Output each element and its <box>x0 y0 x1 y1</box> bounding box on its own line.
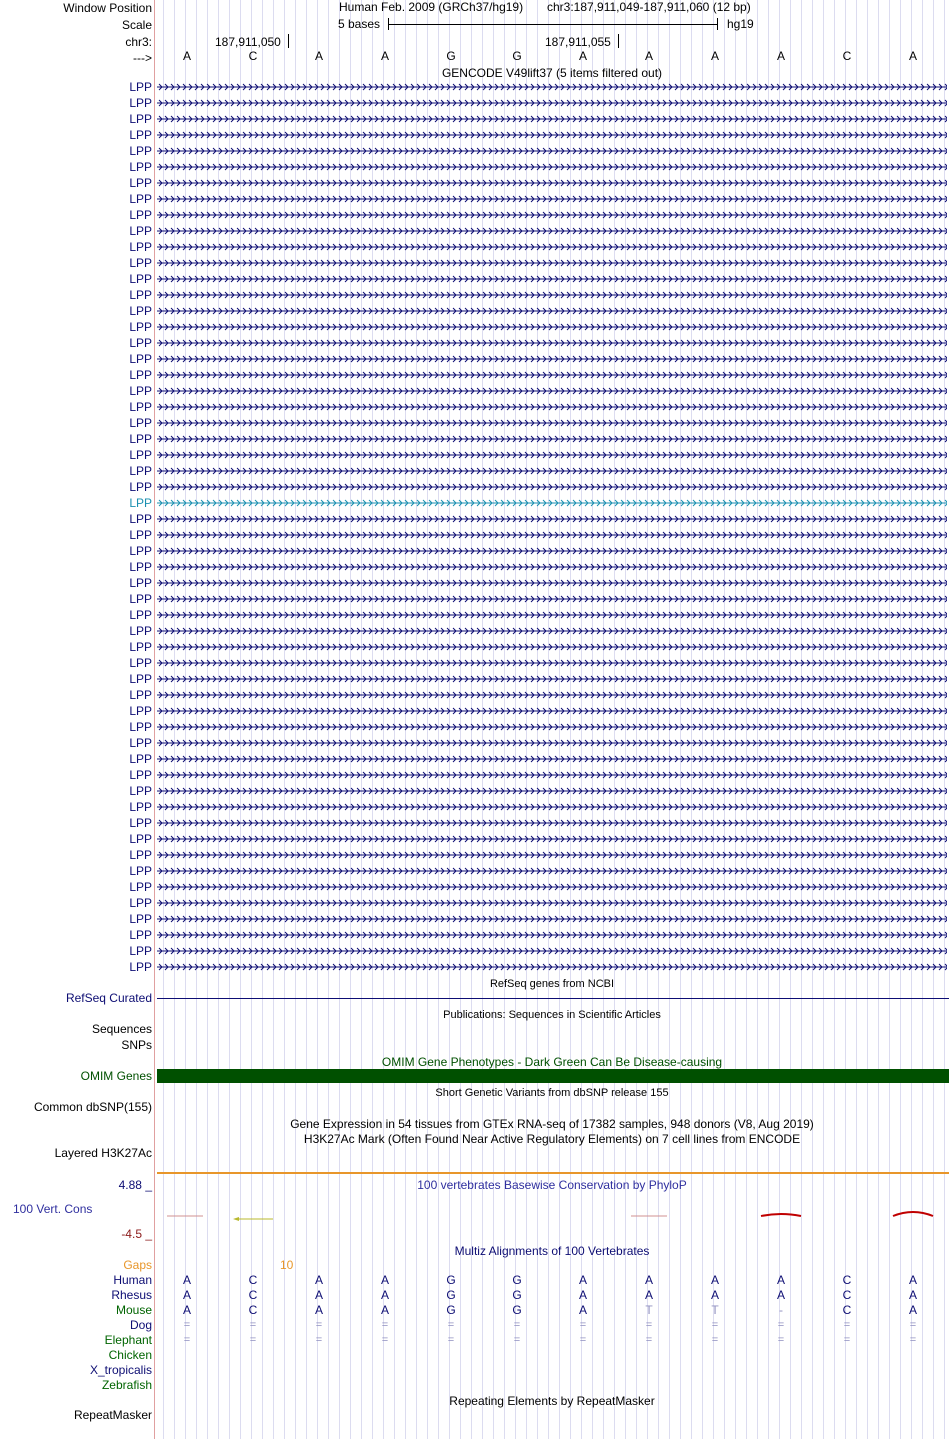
repeatmasker-label[interactable]: RepeatMasker <box>73 1408 152 1422</box>
gencode-transcript[interactable] <box>157 545 947 557</box>
gencode-gene-label[interactable]: LPP <box>129 832 152 846</box>
gencode-transcript[interactable] <box>157 865 947 877</box>
species-label[interactable]: Dog <box>129 1318 152 1332</box>
phylop-title[interactable]: 100 vertebrates Basewise Conservation by PhyloP <box>417 1178 687 1192</box>
gencode-gene-label[interactable]: LPP <box>129 912 152 926</box>
gencode-transcript[interactable] <box>157 321 947 333</box>
alignment-base: = <box>579 1334 587 1346</box>
gencode-gene-label[interactable]: LPP <box>129 448 152 462</box>
alignment-base: G <box>512 1288 522 1302</box>
alignment-base: G <box>512 1273 522 1287</box>
strand-label[interactable]: ---> <box>133 51 152 65</box>
repeatmasker-title[interactable]: Repeating Elements by RepeatMasker <box>449 1394 655 1408</box>
alignment-base: = <box>447 1319 455 1331</box>
coord-label-2: 187,911,055 <box>545 35 611 49</box>
gencode-transcript[interactable] <box>157 273 947 285</box>
species-label[interactable]: Elephant <box>104 1333 152 1347</box>
gencode-gene-label[interactable]: LPP <box>129 496 152 510</box>
alignment-base: C <box>842 1303 852 1317</box>
gencode-gene-label[interactable]: LPP <box>129 192 152 206</box>
gencode-gene-label[interactable]: LPP <box>129 560 152 574</box>
alignment-base: A <box>578 1288 587 1302</box>
gencode-transcript[interactable] <box>157 577 947 589</box>
alignment-base: = <box>579 1319 587 1331</box>
alignment-base: A <box>644 1288 653 1302</box>
gencode-gene-label[interactable]: LPP <box>129 672 152 686</box>
alignment-base: = <box>249 1319 257 1331</box>
alignment-base: = <box>711 1334 719 1346</box>
gencode-gene-label[interactable]: LPP <box>129 432 152 446</box>
alignment-base: G <box>512 1303 522 1317</box>
alignment-base: A <box>644 1273 653 1287</box>
base-letter: A <box>644 49 653 63</box>
publications-title[interactable]: Publications: Sequences in Scientific Articles <box>443 1009 661 1021</box>
gencode-transcript[interactable] <box>157 161 947 173</box>
species-label[interactable]: X_tropicalis <box>89 1363 152 1377</box>
refseq-title[interactable]: RefSeq genes from NCBI <box>489 978 615 990</box>
gencode-gene-label[interactable]: LPP <box>129 544 152 558</box>
gencode-gene-label[interactable]: LPP <box>129 768 152 782</box>
alignment-base: A <box>776 1273 785 1287</box>
window-position-label: Window Position <box>63 1 152 15</box>
base-letter: A <box>380 49 389 63</box>
gencode-title[interactable]: GENCODE V49lift37 (5 items filtered out) <box>441 66 663 80</box>
position-text[interactable]: chr3:187,911,049-187,911,060 (12 bp) <box>547 0 751 14</box>
gencode-gene-label[interactable]: LPP <box>129 528 152 542</box>
gencode-transcript[interactable] <box>157 417 947 429</box>
alignment-base: A <box>710 1273 719 1287</box>
gencode-transcript[interactable] <box>157 225 947 237</box>
base-letter: A <box>710 49 719 63</box>
gencode-gene-label[interactable]: LPP <box>129 816 152 830</box>
alignment-base: A <box>182 1303 191 1317</box>
gencode-transcript[interactable] <box>157 177 947 189</box>
gencode-transcript[interactable] <box>157 465 947 477</box>
alignment-base: = <box>315 1319 323 1331</box>
alignment-base: = <box>315 1334 323 1346</box>
omim-gene-bar[interactable] <box>157 1069 949 1083</box>
gencode-transcript[interactable] <box>157 241 947 253</box>
alignment-base: A <box>182 1288 191 1302</box>
alignment-base: A <box>578 1303 587 1317</box>
gencode-gene-label[interactable]: LPP <box>129 608 152 622</box>
phylop-min: -4.5 _ <box>121 1227 152 1241</box>
gencode-gene-label[interactable]: LPP <box>129 144 152 158</box>
alignment-base: A <box>908 1273 917 1287</box>
base-letter: A <box>182 49 191 63</box>
h3k27ac-title[interactable]: H3K27Ac Mark (Often Found Near Active Regulatory Elements) on 7 cell lines from ENCODE <box>303 1132 801 1146</box>
gencode-gene-label[interactable]: LPP <box>129 112 152 126</box>
alignment-base: C <box>842 1273 852 1287</box>
phylop-signal[interactable] <box>155 1205 950 1225</box>
alignment-base: = <box>645 1334 653 1346</box>
gencode-gene-label[interactable]: LPP <box>129 480 152 494</box>
gencode-gene-label[interactable]: LPP <box>129 928 152 942</box>
gencode-gene-label[interactable]: LPP <box>129 336 152 350</box>
gencode-gene-label[interactable]: LPP <box>129 944 152 958</box>
alignment-base: A <box>578 1273 587 1287</box>
alignment-base: = <box>381 1319 389 1331</box>
gencode-transcript[interactable] <box>157 881 947 893</box>
scale-bases: 5 bases <box>338 17 381 31</box>
alignment-base: = <box>381 1334 389 1346</box>
gencode-gene-label[interactable]: LPP <box>129 656 152 670</box>
alignment-base: A <box>182 1273 191 1287</box>
alignment-base: G <box>446 1303 456 1317</box>
gencode-gene-label[interactable]: LPP <box>129 512 152 526</box>
alignment-base: A <box>908 1288 917 1302</box>
gencode-gene-label[interactable]: LPP <box>129 272 152 286</box>
gencode-gene-label[interactable]: LPP <box>129 752 152 766</box>
dbsnp-label[interactable]: Common dbSNP(155) <box>33 1100 152 1114</box>
chrom-label: chr3: <box>125 35 152 49</box>
alignment-base: = <box>447 1334 455 1346</box>
base-letter: C <box>248 49 258 63</box>
species-label[interactable]: Chicken <box>108 1348 152 1362</box>
alignment-base: = <box>843 1334 851 1346</box>
gencode-transcript[interactable] <box>157 337 947 349</box>
base-letter: C <box>842 49 852 63</box>
gencode-gene-label[interactable]: LPP <box>129 128 152 142</box>
gencode-transcript[interactable] <box>157 561 947 573</box>
gencode-transcript[interactable] <box>157 801 947 813</box>
gencode-gene-label[interactable]: LPP <box>129 640 152 654</box>
alignment-base: A <box>314 1303 323 1317</box>
gencode-transcript[interactable] <box>157 945 947 957</box>
scale-label: Scale <box>121 18 152 32</box>
alignment-base: = <box>183 1319 191 1331</box>
species-label[interactable]: Rhesus <box>111 1288 152 1302</box>
gencode-gene-label[interactable]: LPP <box>129 784 152 798</box>
gencode-transcript[interactable] <box>157 753 947 765</box>
alignment-base: A <box>776 1288 785 1302</box>
gencode-transcript[interactable] <box>157 961 947 973</box>
phylop-label[interactable]: 100 Vert. Cons <box>13 1202 93 1216</box>
alignment-base: = <box>645 1319 653 1331</box>
db-label: hg19 <box>727 17 754 31</box>
alignment-base: A <box>380 1288 389 1302</box>
assembly-text[interactable]: Human Feb. 2009 (GRCh37/hg19) <box>339 0 524 14</box>
gencode-transcript[interactable] <box>157 401 947 413</box>
gencode-gene-label[interactable]: LPP <box>129 576 152 590</box>
gencode-transcript[interactable] <box>157 97 947 109</box>
gencode-transcript[interactable] <box>157 785 947 797</box>
base-letter: A <box>314 49 323 63</box>
gencode-transcript[interactable] <box>157 257 947 269</box>
omim-title[interactable]: OMIM Gene Phenotypes - Dark Green Can Be Disease-causing <box>381 1055 723 1069</box>
alignment-base: A <box>710 1288 719 1302</box>
alignment-base: T <box>645 1303 653 1317</box>
gencode-transcript[interactable] <box>157 289 947 301</box>
alignment-base: = <box>909 1319 917 1331</box>
alignment-base: G <box>446 1288 456 1302</box>
gencode-gene-label[interactable]: LPP <box>129 352 152 366</box>
dbsnp-title[interactable]: Short Genetic Variants from dbSNP release 155 <box>435 1087 669 1099</box>
gencode-transcript[interactable] <box>157 609 947 621</box>
species-label[interactable]: Zebrafish <box>101 1378 152 1392</box>
alignment-base: C <box>248 1273 258 1287</box>
gencode-gene-label[interactable]: LPP <box>129 368 152 382</box>
gencode-gene-label[interactable]: LPP <box>129 800 152 814</box>
gencode-gene-label[interactable]: LPP <box>129 720 152 734</box>
gencode-gene-label[interactable]: LPP <box>129 240 152 254</box>
gencode-transcript[interactable] <box>157 705 947 717</box>
alignment-base: = <box>513 1334 521 1346</box>
alignment-base: A <box>908 1303 917 1317</box>
gencode-transcript[interactable] <box>157 737 947 749</box>
gencode-transcript[interactable] <box>157 721 947 733</box>
base-letter: A <box>578 49 587 63</box>
alignment-base: A <box>314 1273 323 1287</box>
gencode-transcript[interactable] <box>157 913 947 925</box>
gencode-transcript[interactable] <box>157 641 947 653</box>
gencode-gene-label[interactable]: LPP <box>129 464 152 478</box>
gencode-gene-label[interactable]: LPP <box>129 224 152 238</box>
gencode-transcript[interactable] <box>157 353 947 365</box>
alignment-base: - <box>779 1303 783 1317</box>
gencode-transcript[interactable] <box>157 145 947 157</box>
gencode-gene-label[interactable]: LPP <box>129 304 152 318</box>
coord-tick-1 <box>288 34 289 48</box>
gencode-transcript[interactable] <box>157 513 947 525</box>
gaps-value: 10 <box>280 1258 294 1272</box>
gencode-gene-label[interactable]: LPP <box>129 96 152 110</box>
alignment-base: = <box>777 1319 785 1331</box>
refseq-label[interactable]: RefSeq Curated <box>65 991 152 1005</box>
gencode-transcript[interactable] <box>157 657 947 669</box>
gencode-gene-label[interactable]: LPP <box>129 208 152 222</box>
gencode-transcript[interactable] <box>157 897 947 909</box>
alignment-base: = <box>777 1334 785 1346</box>
alignment-base: A <box>380 1273 389 1287</box>
alignment-base: T <box>711 1303 719 1317</box>
alignment-base: C <box>248 1288 258 1302</box>
publications-label-snps[interactable]: SNPs <box>121 1038 152 1052</box>
gtex-title[interactable]: Gene Expression in 54 tissues from GTEx RNA-seq of 17382 samples, 948 donors (V8, Aug 2019) <box>290 1117 814 1131</box>
h3k27ac-signal[interactable] <box>157 1172 949 1174</box>
base-letter: A <box>776 49 785 63</box>
gencode-gene-label[interactable]: LPP <box>129 160 152 174</box>
scale-bar <box>388 17 718 31</box>
species-label[interactable]: Mouse <box>115 1303 152 1317</box>
gencode-gene-label[interactable]: LPP <box>129 960 152 974</box>
gencode-transcript[interactable] <box>157 625 947 637</box>
phylop-max: 4.88 _ <box>118 1178 152 1192</box>
coord-label-1: 187,911,050 <box>215 35 281 49</box>
gencode-gene-label[interactable]: LPP <box>129 592 152 606</box>
alignment-base: = <box>249 1334 257 1346</box>
gencode-transcript[interactable] <box>157 529 947 541</box>
gencode-gene-label[interactable]: LPP <box>129 704 152 718</box>
gencode-gene-label[interactable]: LPP <box>129 736 152 750</box>
gencode-gene-label[interactable]: LPP <box>129 864 152 878</box>
gencode-gene-label[interactable]: LPP <box>129 416 152 430</box>
h3k27ac-label[interactable]: Layered H3K27Ac <box>54 1146 152 1160</box>
gencode-transcript[interactable] <box>157 769 947 781</box>
gencode-transcript[interactable] <box>157 385 947 397</box>
publications-label-sequences[interactable]: Sequences <box>91 1022 152 1036</box>
alignment-base: = <box>909 1334 917 1346</box>
base-letter: G <box>512 49 522 63</box>
gencode-gene-label[interactable]: LPP <box>129 288 152 302</box>
alignment-base: G <box>446 1273 456 1287</box>
gencode-gene-label[interactable]: LPP <box>129 624 152 638</box>
alignment-base: = <box>513 1319 521 1331</box>
gencode-transcript[interactable] <box>157 81 947 93</box>
gencode-transcript[interactable] <box>157 129 947 141</box>
gencode-transcript[interactable] <box>157 369 947 381</box>
omim-label[interactable]: OMIM Genes <box>80 1069 152 1083</box>
gencode-gene-label[interactable]: LPP <box>129 256 152 270</box>
gencode-gene-label[interactable]: LPP <box>129 688 152 702</box>
gencode-transcript[interactable] <box>157 113 947 125</box>
gencode-gene-label[interactable]: LPP <box>129 384 152 398</box>
base-letter: G <box>446 49 456 63</box>
gencode-transcript[interactable] <box>157 481 947 493</box>
coord-tick-2 <box>618 34 619 48</box>
gencode-gene-label[interactable]: LPP <box>129 848 152 862</box>
gencode-transcript[interactable] <box>157 689 947 701</box>
alignment-base: A <box>314 1288 323 1302</box>
gencode-transcript[interactable] <box>157 209 947 221</box>
gencode-transcript[interactable] <box>157 673 947 685</box>
gencode-transcript[interactable] <box>157 833 947 845</box>
species-label[interactable]: Human <box>113 1273 152 1287</box>
alignment-base: C <box>248 1303 258 1317</box>
alignment-base: = <box>183 1334 191 1346</box>
gencode-gene-label[interactable]: LPP <box>129 400 152 414</box>
alignment-base: A <box>380 1303 389 1317</box>
gencode-transcript[interactable] <box>157 193 947 205</box>
base-letter: A <box>908 49 917 63</box>
multiz-title[interactable]: Multiz Alignments of 100 Vertebrates <box>454 1244 650 1258</box>
gencode-gene-label[interactable]: LPP <box>129 176 152 190</box>
gencode-transcript[interactable] <box>157 305 947 317</box>
gencode-gene-label[interactable]: LPP <box>129 80 152 94</box>
alignment-base: C <box>842 1288 852 1302</box>
gencode-transcript[interactable] <box>157 929 947 941</box>
gaps-label[interactable]: Gaps <box>123 1258 152 1272</box>
gencode-transcript[interactable] <box>157 593 947 605</box>
gencode-gene-label[interactable]: LPP <box>129 896 152 910</box>
gencode-transcript[interactable] <box>157 849 947 861</box>
gencode-gene-label[interactable]: LPP <box>129 880 152 894</box>
gencode-transcript[interactable] <box>157 497 947 509</box>
refseq-intron-line[interactable] <box>157 998 949 999</box>
gencode-transcript[interactable] <box>157 433 947 445</box>
alignment-base: = <box>711 1319 719 1331</box>
alignment-base: = <box>843 1319 851 1331</box>
gencode-transcript[interactable] <box>157 449 947 461</box>
gencode-gene-label[interactable]: LPP <box>129 320 152 334</box>
gencode-transcript[interactable] <box>157 817 947 829</box>
